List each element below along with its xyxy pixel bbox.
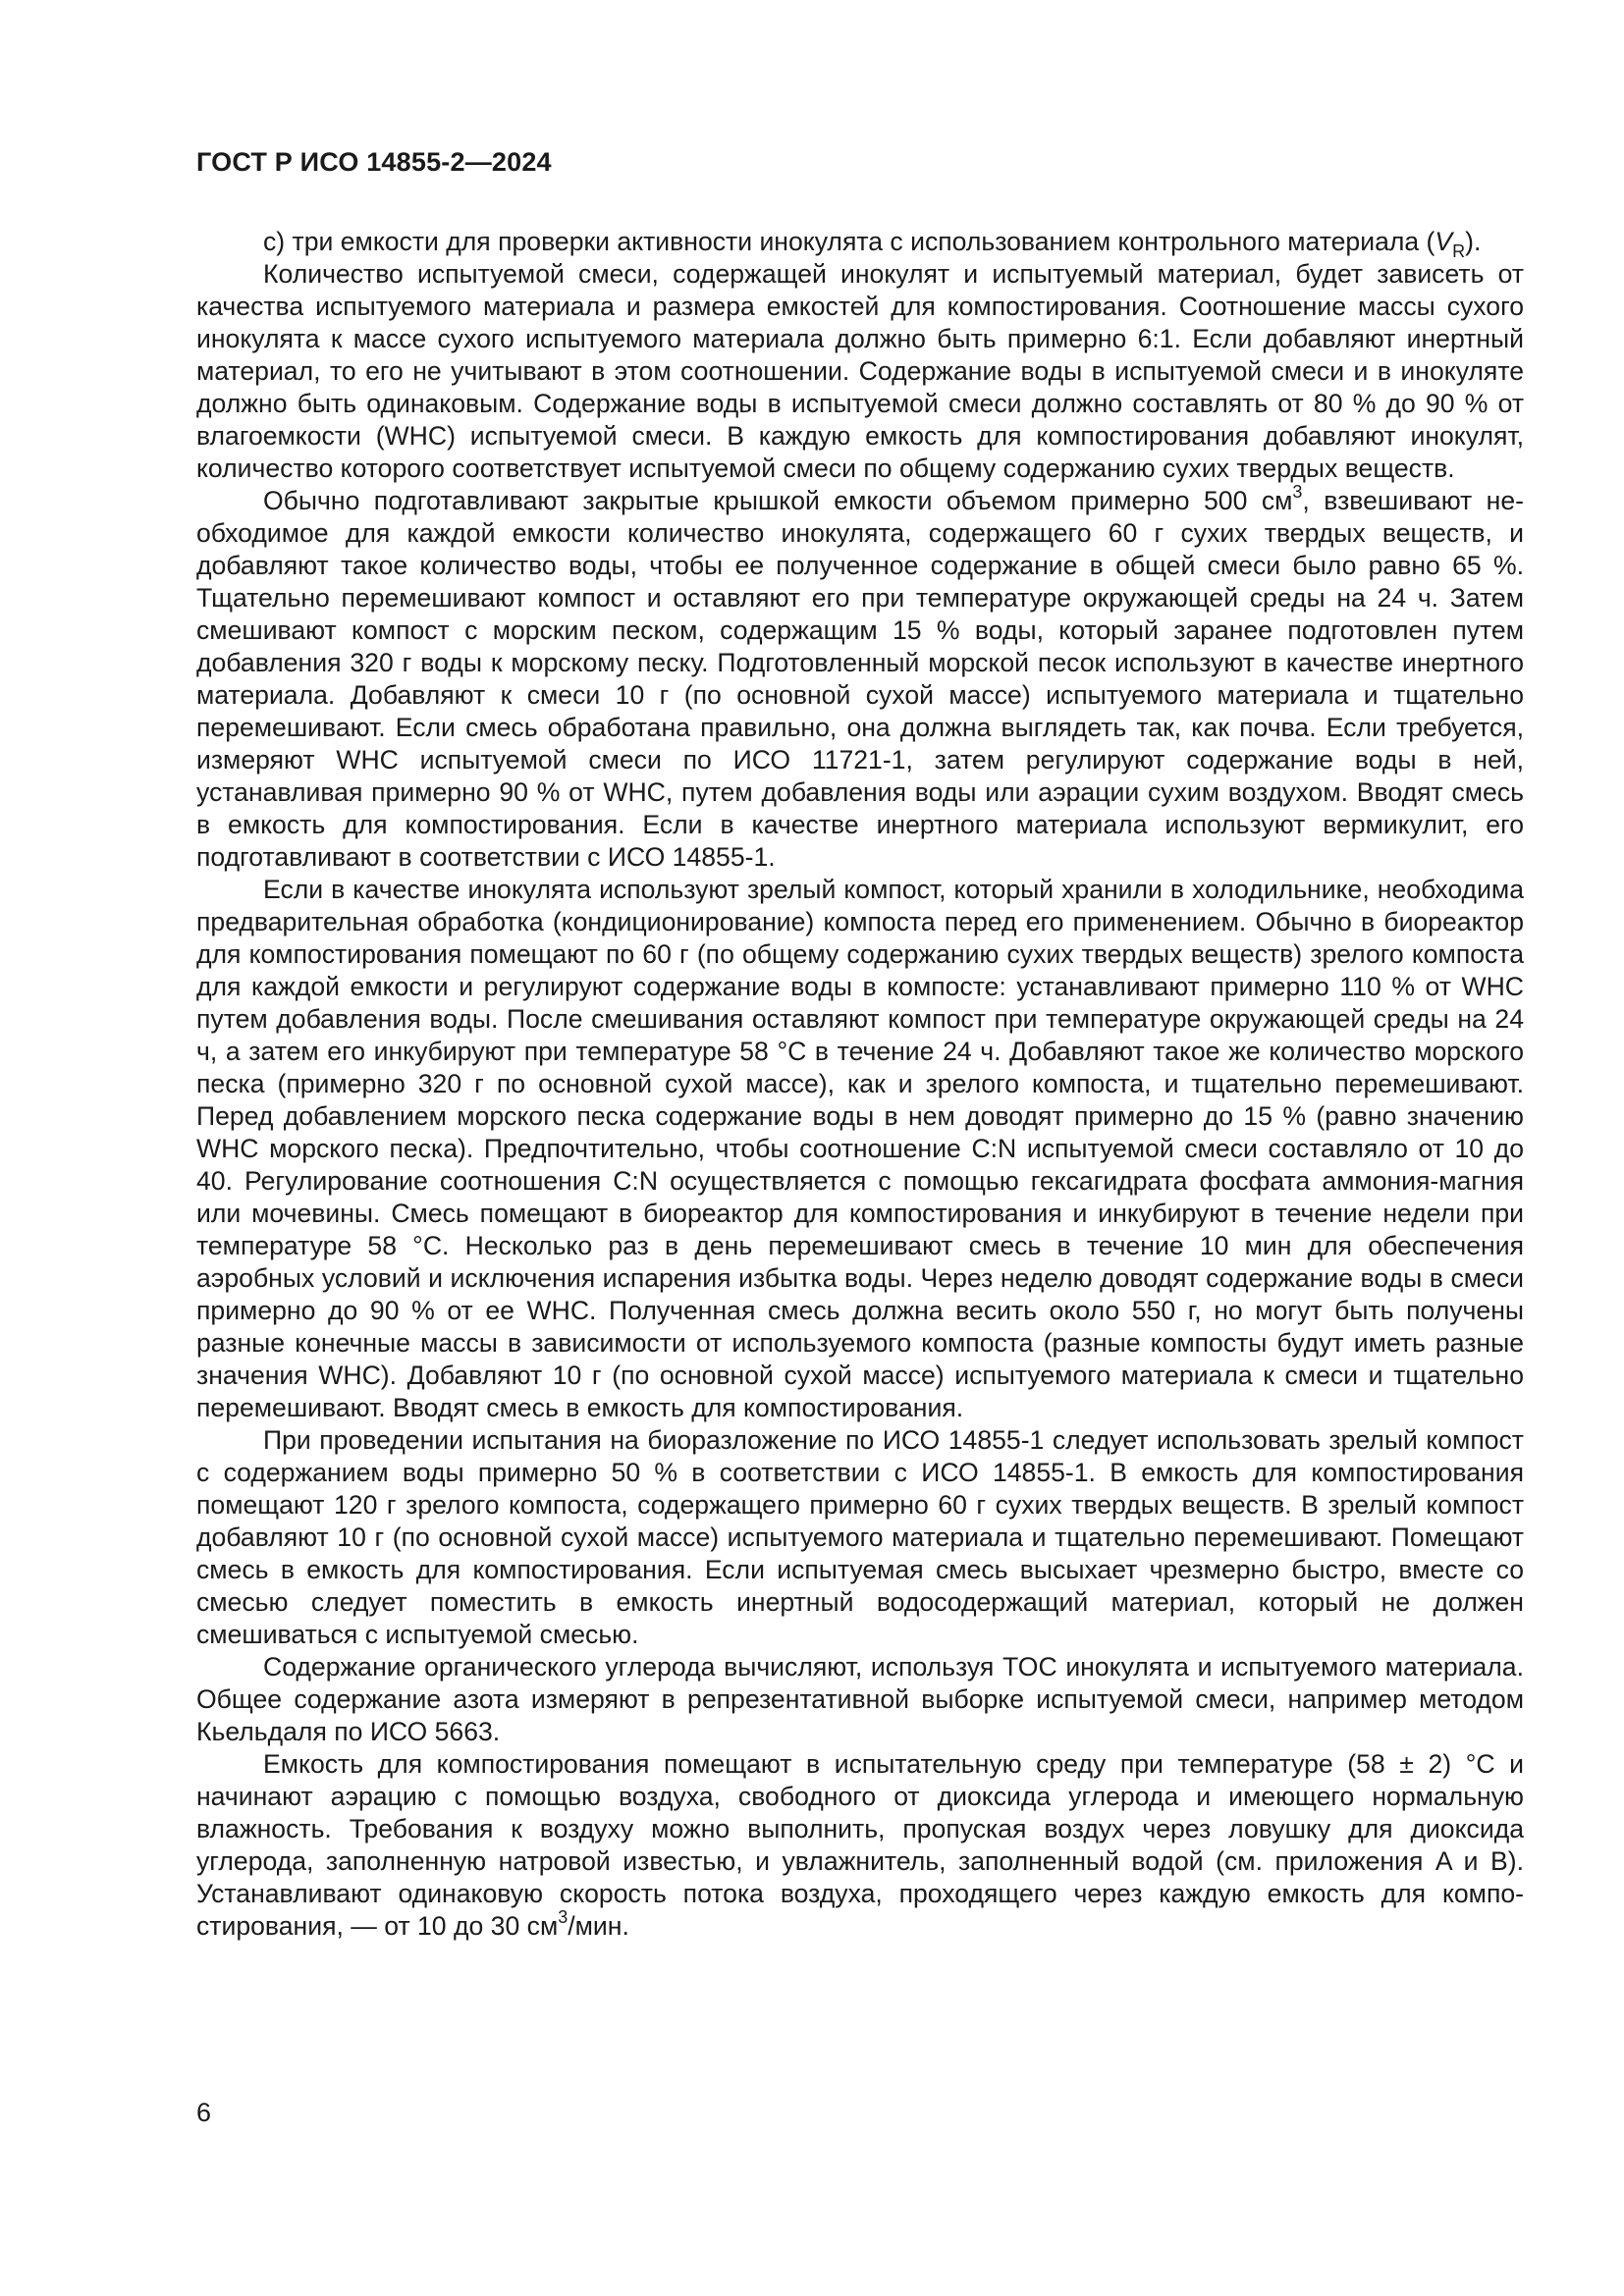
page-number: 6 — [196, 2098, 212, 2127]
superscript-3: 3 — [558, 1907, 568, 1927]
document-header: ГОСТ Р ИСО 14855-2—2024 — [196, 147, 552, 177]
paragraph-test-mixture: Количество испытуемой смеси, содержащей инокулят и испытуемый материал, будет зависеть от качества испытуемого материала и размера емкостей для компостирования. Соотношение массы сухого инокулята к массе сухого испытуемого материала должно быть примерно 6:1. Если добавляют инертный материал, то его не учитывают в этом соотношении. Содержание воды в испытуемой смеси и в инокуляте должно быть одинаковым. Содержание воды в испытуемой смеси должно составлять от 80 % до 90 % от влагоемкости (WHC) испытуемой смеси. В каждую емкость для компостирования добавляют инокулят, количество которого соответствует испытуемой смеси по общему содержанию сухих твердых веществ. — [196, 259, 1524, 483]
paragraph-iso-14855-1: При проведении испытания на биоразложение по ИСО 14855-1 следует использовать зрелый компост с содержанием воды примерно 50 % в соответствии с ИСО 14855-1. В емкость для компостирования помещают 120 г зрелого компоста, содержащего примерно 60 г сухих твердых веществ. В зрелый компост добавляют 10 г (по основной сухой массе) испытуемого материала и тщательно перемешивают. Помещают смесь в емкость для компостирования. Если испытуемая смесь высыхает чрезмерно быстро, вместе со смесью следует поместить в емкость инертный водосодержащий материал, который не должен смешиваться с испытуемой смесью. — [196, 1425, 1524, 1649]
paragraph-text-end: , взвешивают необходимое для каждой емкости количество инокулята, содержащего 60 г сухих твердых веществ, и добавляют такое количество воды, чтобы ее полученное содержание в общей смеси было равно 65 %. Тщательно перемешивают компост и оставляют его при температуре окружающей среды на 24 ч. Затем смешивают компост с морским песком, содержащим 15 % воды, который заранее подготовлен путем добавления 320 г воды к морскому песку. Подготовленный морской песок используют в качестве инертного материала. Добавляют к смеси 10 г (по основной сухой массе) испытуемого материала и тщательно перемешивают. Если смесь обработана правильно, она должна выглядеть так, как почва. Если требуется, измеряют WHC испытуемой смеси по ИСО 11721-1, затем регулируют содержание воды в ней, устанавливая примерно 90 % от WHC, путем добавления воды или аэрации сухим воздухом. Вводят смесь в емкость для компостирования. Если в качестве инертного материала используют вермикулит, его подготавливают в соответствии с ИСО 14855-1. — [196, 486, 1524, 872]
paragraph-container-prep — [196, 482, 1524, 874]
variable-v: V — [1435, 227, 1453, 256]
paragraph-text: Емкость для компостирования помещают в испытательную среду при температуре (58 ± 2) °C и начинают аэрацию с помощью воздуха, свободного от диоксида углерода и имеющего нормальную влажность. Требования к воздуху можно выполнить, пропуская воздух через ловушку для диоксида углерода, заполненную натровой известью, и увлажнитель, заполненный водой (см. приложения A и B). Устанавливают одинаковую скорость потока воздуха, проходящего через каждую емкость для компостирования, — от 10 до 30 см — [196, 1749, 1524, 1941]
paragraph-text-end: ). — [1465, 227, 1482, 256]
paragraph-text: Обычно подготавливают закрытые крышкой емкости объемом примерно 500 см — [263, 486, 1293, 515]
paragraph-mature-compost: Если в качестве инокулята используют зрелый компост, который хранили в холодильнике, необходима предварительная обработка (кондиционирование) компоста перед его применением. Обычно в биореактор для компостирования помещают по 60 г (по общему содержанию сухих твердых веществ) зрелого компоста для каждой емкости и регулируют содержание воды в компосте: устанавливают примерно 110 % от WHC путем добавления воды. После смешивания оставляют компост при температуре окружающей среды на 24 ч, а затем его инкубируют при температуре 58 °C в течение 24 ч. Добавляют такое же количество морского песка (примерно 320 г по основной сухой массе), как и зрелого компоста, и тщательно перемешивают. Перед добавлением морского песка содержание воды в нем доводят примерно до 15 % (равно значению WHC морского песка). Предпочтительно, чтобы соотношение C:N испытуемой смеси составляло от 10 до 40. Регулирование соотношения C:N осуществляется с помощью гексагидрата фосфата аммония-магния или мочевины. Смесь помещают в биореактор для компостирования и инкубируют в течение недели при температуре 58 °C. Несколько раз в день перемешивают смесь в течение 10 мин для обеспечения аэробных условий и исключения испарения избытка воды. Через неделю доводят содержание воды в смеси примерно до 90 % от ее WHC. Полученная смесь должна весить около 550 г, но могут быть получены разные конечные массы в зависимости от используемого компоста (разные компосты будут иметь разные значения WHC). Добавляют 10 г (по основной сухой массе) испытуемого материала к смеси и тщательно перемешивают. Вводят смесь в емкость для компостирования. — [196, 875, 1524, 1422]
paragraph-item-c — [196, 226, 1524, 261]
paragraph-aeration — [196, 1748, 1524, 1943]
superscript-3: 3 — [1292, 482, 1303, 502]
paragraph-text-end: /мин. — [568, 1911, 629, 1941]
paragraph-organic-carbon: Содержание органического углерода вычисляют, используя TOC инокулята и испытуемого материала. Общее содержание азота измеряют в репрезентативной выборке испытуемой смеси, например методом Кьельдаля по ИСО 5663. — [196, 1652, 1524, 1746]
paragraph-text: c) три емкости для проверки активности инокулята с использованием контрольного материала ( — [263, 227, 1435, 256]
document-body — [196, 226, 1524, 1943]
subscript-r: R — [1452, 241, 1466, 261]
